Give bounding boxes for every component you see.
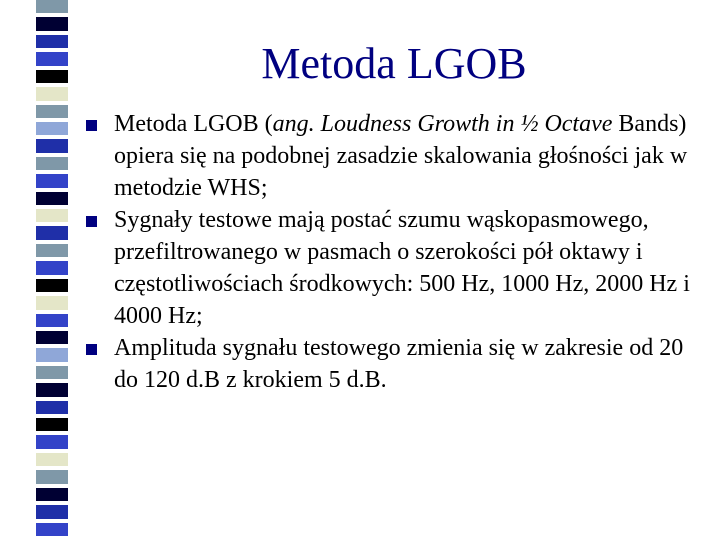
stripe-block xyxy=(36,17,68,30)
stripe-block xyxy=(36,174,68,187)
stripe-block xyxy=(36,418,68,431)
bullet-square-icon xyxy=(86,344,97,355)
stripe-block xyxy=(36,505,68,518)
stripe-block xyxy=(36,348,68,361)
stripe-block xyxy=(36,331,68,344)
bullet-square-icon xyxy=(86,216,97,227)
stripe-block xyxy=(36,244,68,257)
bullet-text: Bands) opiera się na podobnej zasadzie skalowania głośności jak w metodzie WHS; xyxy=(114,111,688,201)
stripe-block xyxy=(36,122,68,135)
bullet-item xyxy=(86,204,696,332)
stripe-block xyxy=(36,470,68,483)
bullet-item xyxy=(86,332,696,396)
stripe-block xyxy=(36,435,68,448)
stripe-block xyxy=(36,35,68,48)
stripe-block xyxy=(36,209,68,222)
bullet-item xyxy=(86,108,696,204)
stripe-block xyxy=(36,488,68,501)
stripe-block xyxy=(36,279,68,292)
bullet-text: Sygnały testowe mają postać szumu wąskopasmowego, przefiltrowanego w pasmach o szerokości pół oktawy i częstotliwościach środkowych: 500 Hz, 1000 Hz, 2000 Hz i 4000 Hz; xyxy=(114,207,690,329)
stripe-block xyxy=(36,226,68,239)
stripe-block xyxy=(36,261,68,274)
slide-title: Metoda LGOB xyxy=(261,39,527,88)
bullet-text: Metoda LGOB ( xyxy=(114,111,273,137)
stripe-block xyxy=(36,52,68,65)
bullet-square-icon xyxy=(86,120,97,131)
stripe-block xyxy=(36,523,68,536)
stripe-block xyxy=(36,105,68,118)
decorative-stripe xyxy=(0,0,68,540)
stripe-block xyxy=(36,139,68,152)
stripe-block xyxy=(36,296,68,309)
stripe-block xyxy=(36,453,68,466)
stripe-block xyxy=(36,0,68,13)
stripe-block xyxy=(36,366,68,379)
stripe-block xyxy=(36,70,68,83)
bullet-text: Amplituda sygnału testowego zmienia się w zakresie od 20 do 120 d.B z krokiem 5 d.B. xyxy=(114,335,684,393)
stripe-block xyxy=(36,401,68,414)
stripe-block xyxy=(36,383,68,396)
bullet-text: ang. Loudness Growth in ½ Octave xyxy=(272,111,613,137)
stripe-block xyxy=(36,87,68,100)
bullet-list xyxy=(86,108,696,396)
stripe-block xyxy=(36,157,68,170)
stripe-block xyxy=(36,192,68,205)
stripe-block xyxy=(36,314,68,327)
